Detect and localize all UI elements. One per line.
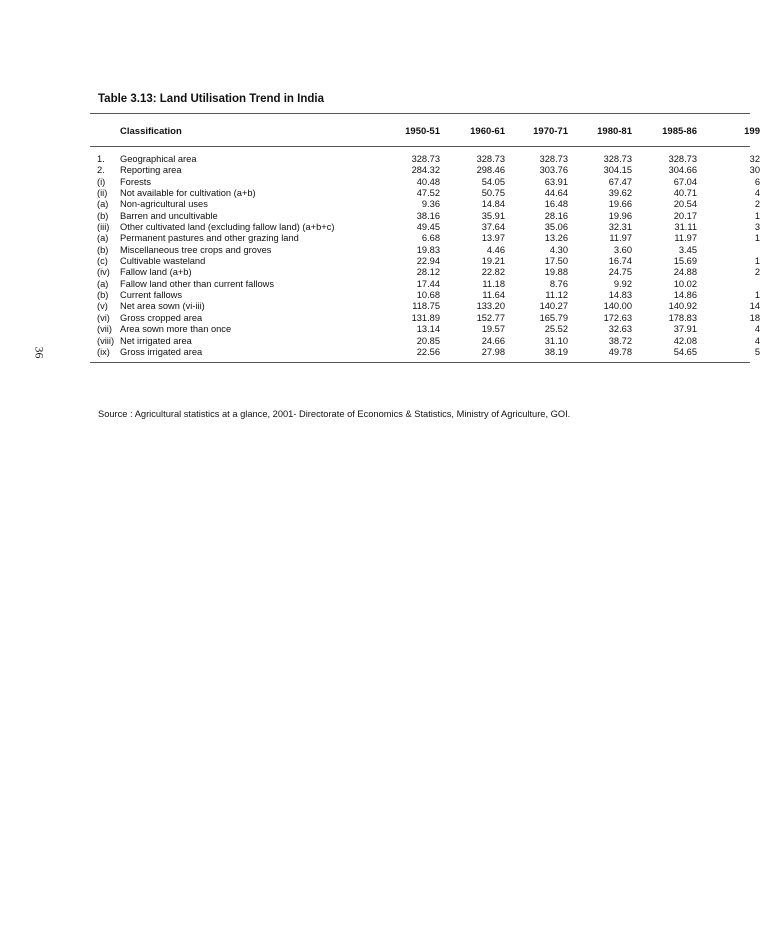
- row-value: 19.21: [481, 256, 505, 267]
- row-value: 31.10: [544, 335, 568, 346]
- row-code: (b): [97, 244, 109, 255]
- row-value: 40.48: [416, 176, 440, 187]
- row-label: Gross irrigated area: [120, 346, 203, 357]
- row-value: 49.78: [608, 346, 632, 357]
- row-value: 328.73: [476, 154, 505, 164]
- row-value: 32: [749, 154, 760, 164]
- row-value: 328.73: [411, 154, 440, 164]
- row-value: 50.75: [481, 188, 505, 199]
- row-code: (i): [97, 176, 106, 187]
- row-value: 67.04: [673, 176, 697, 187]
- row-code: 2.: [97, 165, 105, 176]
- row-value: 1: [754, 290, 760, 301]
- row-value: 304.15: [603, 165, 632, 176]
- row-value: 49.45: [416, 222, 440, 233]
- row-label: Other cultivated land (excluding fallow land) (a+b+c): [120, 222, 335, 233]
- table-row: [90, 256, 760, 267]
- row-value: 5: [754, 346, 760, 357]
- row-code: (a): [97, 233, 109, 244]
- row-value: 32.31: [608, 222, 632, 233]
- row-value: 165.79: [539, 312, 568, 323]
- row-value: 24.88: [673, 267, 697, 278]
- table-row: [90, 176, 760, 188]
- row-code: (b): [97, 290, 109, 301]
- row-code: (ii): [97, 188, 108, 199]
- row-value: 47.52: [416, 188, 440, 199]
- header-year: 1950-51: [405, 126, 440, 137]
- row-value: 19.83: [416, 244, 440, 255]
- row-value: 19.57: [481, 324, 505, 335]
- row-value: 3: [754, 222, 760, 233]
- row-label: Gross cropped area: [120, 312, 203, 323]
- row-value: 328.73: [668, 154, 697, 164]
- row-value: 304.66: [668, 165, 697, 176]
- row-label: Net area sown (vi-iii): [120, 301, 205, 312]
- table-row: [90, 279, 750, 290]
- row-value: 178.83: [668, 312, 697, 323]
- row-value: 14.84: [481, 199, 505, 210]
- row-value: 284.32: [411, 165, 440, 176]
- row-code: (v): [97, 301, 108, 312]
- row-value: 6: [754, 176, 760, 187]
- table-row: [90, 301, 760, 312]
- row-value: 54.05: [481, 176, 505, 187]
- row-code: (iv): [97, 267, 110, 278]
- row-value: 11.97: [674, 233, 697, 244]
- table-row: [90, 165, 760, 176]
- row-value: 15.69: [673, 256, 697, 267]
- row-value: 13.97: [481, 233, 505, 244]
- row-value: 13.14: [416, 324, 440, 335]
- row-value: 22.94: [416, 256, 440, 267]
- row-code: (a): [97, 199, 109, 210]
- row-value: 11.64: [482, 290, 505, 301]
- row-value: 8.76: [549, 278, 568, 289]
- row-value: 4.46: [486, 244, 505, 255]
- row-code: (c): [97, 256, 108, 267]
- header-year: 1980-81: [597, 126, 632, 137]
- row-value: 54.65: [673, 346, 697, 357]
- row-value: 1: [754, 210, 760, 221]
- row-code: (vi): [97, 312, 110, 323]
- row-value: 28.16: [544, 210, 568, 221]
- row-value: 328.73: [603, 154, 632, 164]
- header-classification: Classification: [120, 126, 182, 137]
- row-code: (ix): [97, 346, 110, 357]
- row-label: Permanent pastures and other grazing land: [120, 233, 299, 244]
- row-value: 24.75: [608, 267, 632, 278]
- row-value: 63.91: [544, 176, 568, 187]
- row-value: 22.82: [481, 267, 505, 278]
- table-row: [90, 335, 760, 347]
- row-label: Area sown more than once: [120, 324, 232, 335]
- row-value: 38.72: [608, 335, 632, 346]
- table-row: [90, 346, 760, 358]
- land-utilisation-table: [90, 113, 760, 363]
- row-label: Non-agricultural uses: [120, 199, 208, 210]
- row-value: 303.76: [539, 165, 568, 176]
- row-value: 11.97: [609, 233, 632, 244]
- row-value: 17.44: [416, 278, 440, 289]
- row-value: 30: [749, 165, 760, 176]
- row-value: 4.30: [549, 244, 568, 255]
- table-row: [90, 267, 760, 278]
- row-value: 298.46: [476, 165, 505, 176]
- row-value: 4: [754, 324, 760, 335]
- row-value: 18: [749, 312, 760, 323]
- row-value: 4: [754, 188, 760, 199]
- row-label: Cultivable wasteland: [120, 256, 206, 267]
- header-year: 1985-86: [662, 126, 697, 137]
- row-value: 20.17: [673, 210, 697, 221]
- table-row: [90, 210, 760, 222]
- bottom-rule: [90, 362, 750, 363]
- row-value: 9.36: [421, 199, 440, 210]
- row-value: 38.16: [416, 210, 440, 221]
- row-value: 10.02: [673, 278, 697, 289]
- row-value: 37.91: [673, 324, 697, 335]
- row-value: 1: [754, 256, 760, 267]
- header-year: 1970-71: [533, 126, 568, 137]
- table-row: [90, 199, 760, 210]
- header-year: 1960-61: [470, 126, 505, 137]
- row-value: 67.47: [608, 176, 632, 187]
- row-label: Reporting area: [120, 165, 182, 176]
- row-label: Geographical area: [120, 154, 197, 164]
- row-code: (iii): [97, 222, 110, 233]
- row-value: 11.18: [482, 278, 505, 289]
- row-value: 140.27: [539, 301, 568, 312]
- row-value: 1: [754, 233, 760, 244]
- row-label: Barren and uncultivable: [120, 210, 218, 221]
- row-value: 19.66: [608, 199, 632, 210]
- table-body: [90, 147, 760, 362]
- row-label: Miscellaneous tree crops and groves: [120, 244, 272, 255]
- table-row: [90, 154, 760, 165]
- table-row: [90, 222, 760, 233]
- row-value: 31.11: [674, 222, 697, 233]
- row-value: 2: [754, 199, 760, 210]
- table-row: [90, 290, 760, 301]
- row-value: 19.96: [608, 210, 632, 221]
- row-value: 35.91: [481, 210, 505, 221]
- row-value: 19.88: [544, 267, 568, 278]
- row-label: Forests: [120, 176, 151, 187]
- source-note: Source : Agricultural statistics at a glance, 2001- Directorate of Economics & Statistics, Ministry of Agriculture, GOI.: [98, 409, 571, 419]
- table-row: [90, 324, 760, 335]
- table-row: [90, 233, 760, 244]
- row-value: 14.86: [673, 290, 697, 301]
- row-value: 13.26: [544, 233, 568, 244]
- row-label: Net irrigated area: [120, 335, 192, 346]
- row-value: 14: [749, 301, 760, 312]
- row-value: 42.08: [673, 335, 697, 346]
- row-value: 39.62: [608, 188, 632, 199]
- row-value: 16.74: [608, 256, 632, 267]
- row-value: 328.73: [539, 154, 568, 164]
- row-value: 28.12: [416, 267, 440, 278]
- row-value: 172.63: [603, 312, 632, 323]
- row-value: 25.52: [544, 324, 568, 335]
- row-value: 2: [754, 267, 760, 278]
- row-value: 35.06: [544, 222, 568, 233]
- row-value: 6.68: [421, 233, 440, 244]
- row-value: 14.83: [608, 290, 632, 301]
- row-code: 1.: [97, 154, 105, 164]
- row-code: (a): [97, 278, 109, 289]
- row-value: 17.50: [544, 256, 568, 267]
- row-value: 4: [754, 335, 760, 346]
- row-value: 133.20: [476, 301, 505, 312]
- row-value: 3.45: [678, 244, 697, 255]
- row-value: 152.77: [476, 312, 505, 323]
- row-label: Fallow land other than current fallows: [120, 278, 274, 289]
- header-year: 199: [744, 126, 760, 137]
- row-code: (b): [97, 210, 109, 221]
- table-row: [90, 188, 760, 199]
- row-value: 11.12: [545, 290, 568, 301]
- row-value: 20.85: [416, 335, 440, 346]
- row-value: 32.63: [608, 324, 632, 335]
- row-code: (vii): [97, 324, 112, 335]
- row-value: 16.48: [544, 199, 568, 210]
- row-value: 131.89: [411, 312, 440, 323]
- row-value: 37.64: [481, 222, 505, 233]
- row-label: Fallow land (a+b): [120, 267, 192, 278]
- row-value: 38.19: [544, 346, 568, 357]
- row-label: Not available for cultivation (a+b): [120, 188, 256, 199]
- row-value: 10.68: [416, 290, 440, 301]
- row-value: 140.92: [668, 301, 697, 312]
- row-value: 40.71: [673, 188, 697, 199]
- row-value: 3.60: [613, 244, 632, 255]
- table-row: [90, 312, 760, 324]
- row-value: 27.98: [481, 346, 505, 357]
- table-row: [90, 245, 750, 256]
- row-value: 9.92: [613, 278, 632, 289]
- row-value: 118.75: [412, 301, 440, 312]
- row-value: 140.00: [603, 301, 632, 312]
- table-title: Table 3.13: Land Utilisation Trend in India: [98, 93, 324, 105]
- row-value: 20.54: [673, 199, 697, 210]
- page-number: 36: [32, 346, 47, 359]
- row-value: 44.64: [544, 188, 568, 199]
- row-value: 22.56: [416, 346, 440, 357]
- table-header: [90, 114, 760, 146]
- row-value: 24.66: [481, 335, 505, 346]
- row-code: (viii): [97, 335, 115, 346]
- row-label: Current fallows: [120, 290, 183, 301]
